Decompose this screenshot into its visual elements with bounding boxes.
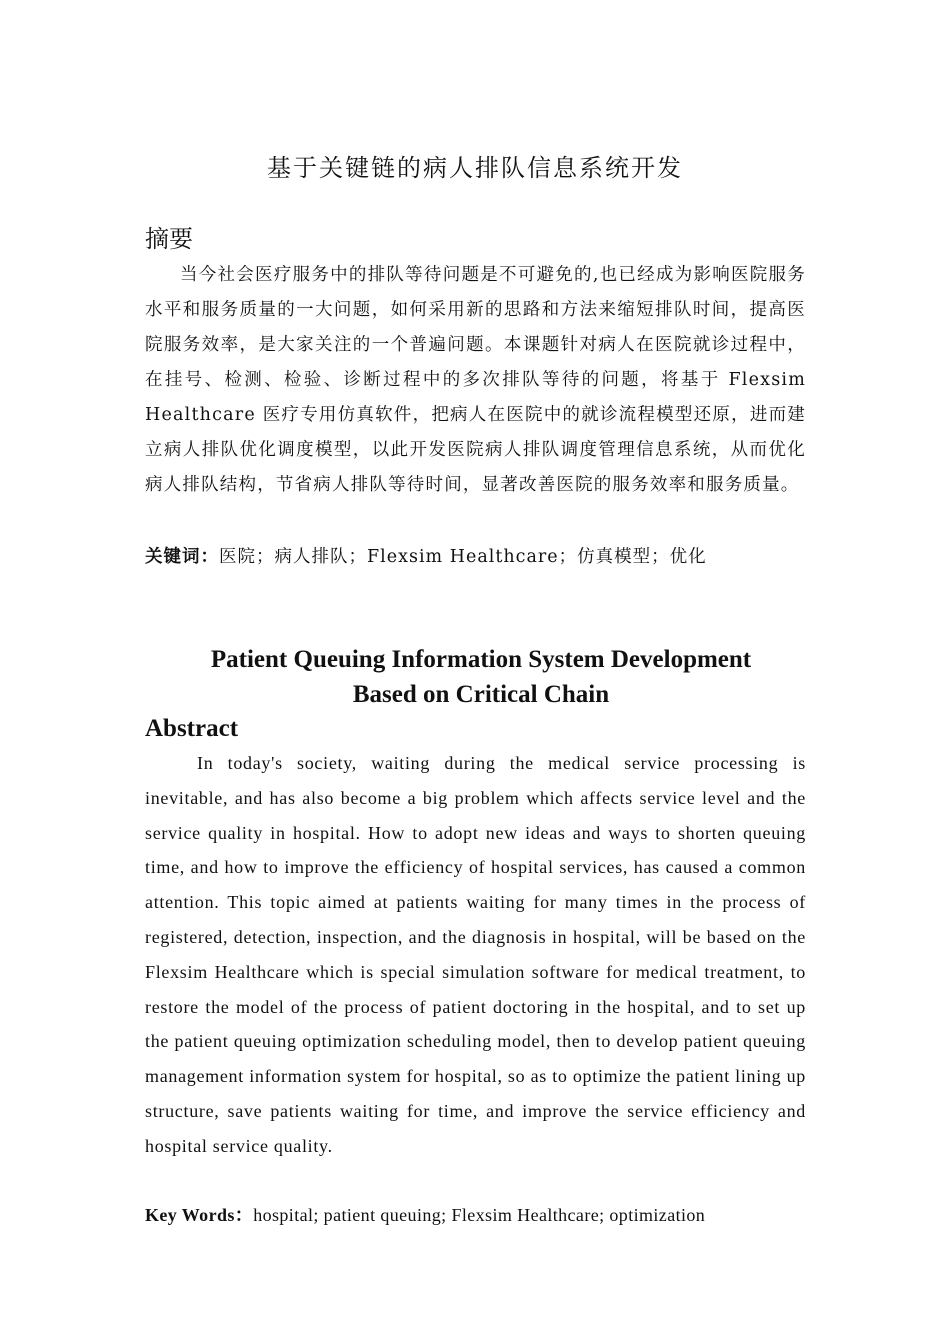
chinese-keywords: [145, 540, 806, 575]
chinese-keywords-label: 关键词：: [145, 547, 219, 567]
english-abstract-heading: Abstract: [145, 715, 239, 742]
chinese-title: 基于关键链的病人排队信息系统开发: [267, 154, 683, 182]
chinese-abstract-body: 当今社会医疗服务中的排队等待问题是不可避免的,也已经成为影响医院服务水平和服务质量的一大问题，如何采用新的思路和方法来缩短排队时间，提高医院服务效率，是大家关注的一个普遍问题。本课题针对病人在医院就诊过程中，在挂号、检测、检验、诊断过程中的多次排队等待的问题，将基于 Flexsim Healthcare 医疗专用仿真软件，把病人在医院中的就诊流程模型还原，进而建立病人排队优化调度模型，以此开发医院病人排队调度管理信息系统，从而优化病人排队结构，节省病人排队等待时间，显著改善医院的服务效率和服务质量。: [145, 265, 806, 495]
english-abstract-body: In today's society, waiting during the medical service processing is inevitable, and has also become a big problem which affects service level and the service quality in hospital. How to adopt new ideas and ways to shorten queuing time, and how to improve the efficiency of hospital services, has caused a common attention. This topic aimed at patients waiting for many times in the process of registered, detection, inspection, and the diagnosis in hospital, will be based on the Flexsim Healthcare which is special simulation software for medical treatment, to restore the model of the process of patient doctoring in the hospital, and to set up the patient queuing optimization scheduling model, then to develop patient queuing management information system for hospital, so as to optimize the patient lining up structure, save patients waiting for time, and improve the service efficiency and hospital service quality.: [145, 753, 806, 1156]
english-keywords: [145, 1198, 845, 1233]
english-keywords-label: Key Words：: [145, 1205, 254, 1225]
chinese-abstract-heading: 摘要: [145, 225, 193, 253]
english-keywords-text: hospital; patient queuing; Flexsim Healthcare; optimization: [253, 1205, 706, 1225]
english-title-line-2: Based on Critical Chain: [352, 681, 610, 708]
chinese-keywords-text: 医院；病人排队；Flexsim Healthcare；仿真模型；优化: [219, 547, 707, 567]
english-title-line-1: Patient Queuing Information System Development: [210, 646, 752, 673]
english-title: [0, 642, 950, 712]
